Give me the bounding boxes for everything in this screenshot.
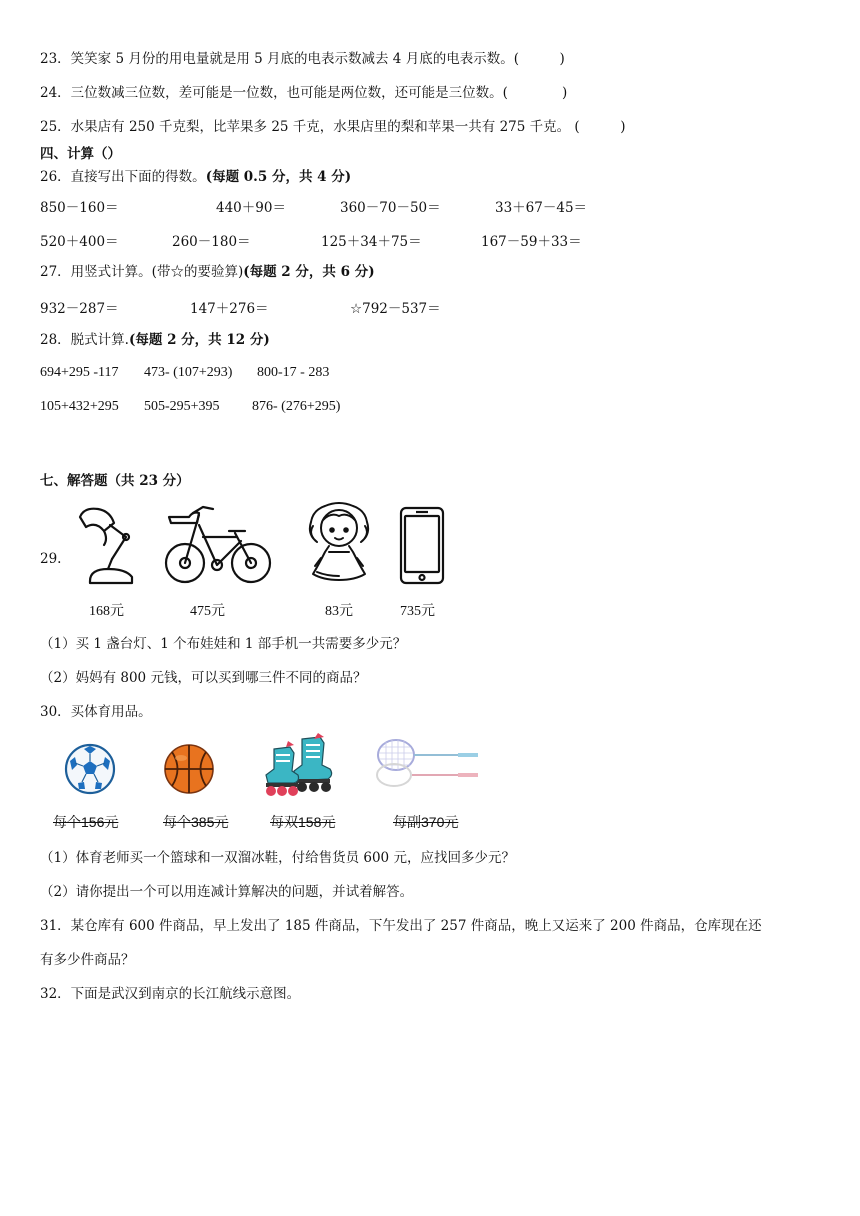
section-heading-calculation: 四、计算（） [40,146,121,162]
q27-item: ☆792－537＝ [350,301,441,317]
question-31-line-2: 有多少件商品？ [40,952,135,968]
q27-item: 147＋276＝ [190,301,269,317]
question-30-part-1: （1）体育老师买一个篮球和一双溜冰鞋，付给售货员 600 元，应找回多少元？ [40,850,515,866]
q28-item: 694+295 -117 [40,365,119,380]
question-26-score: (每题 0.5 分，共 4 分) [205,169,352,185]
question-27 [40,263,375,281]
question-29-number: 29. [40,551,62,567]
q28-item: 105+432+295 [40,399,119,414]
q28-item: 473- (107+293) [144,365,233,380]
question-28-score: (每题 2 分，共 12 分) [128,332,270,348]
desk-lamp-icon [74,505,144,587]
question-32: 32．下面是武汉到南京的长江航线示意图。 [40,986,301,1002]
lamp-price: 168元 [89,604,124,619]
q28-item: 800-17 - 283 [257,365,330,380]
question-29-part-2: （2）妈妈有 800 元钱，可以买到哪三件不同的商品？ [40,670,367,686]
question-28-prompt: 28．脱式计算. [40,332,129,348]
q26-item: 440＋90＝ [216,200,286,216]
basketball-price: 每个385元 [163,814,229,830]
q28-item: 876- (276+295) [252,399,341,414]
doll-price: 83元 [325,604,353,619]
q26-item: 167－59＋33＝ [481,234,582,250]
doll-icon [303,502,375,586]
question-28 [40,331,270,349]
roller-skate-price: 每双158元 [270,814,336,830]
badminton-racket-price: 每副370元 [393,814,459,830]
question-25: 25．水果店有 250 千克梨，比苹果多 25 千克，水果店里的梨和苹果一共有 275 千克。 ( ) [40,119,626,135]
question-26-prompt: 26．直接写出下面的得数。 [40,169,206,185]
question-26 [40,168,351,186]
bicycle-icon [163,503,273,587]
phone-price: 735元 [400,604,435,619]
q26-item: 850－160＝ [40,200,119,216]
question-31-line-1: 31．某仓库有 600 件商品，早上发出了 185 件商品，下午发出了 257 件商品，晚上又运来了 200 件商品，仓库现在还 [40,918,762,934]
question-27-score: (每题 2 分，共 6 分) [243,264,375,280]
q26-item: 125＋34＋75＝ [321,234,422,250]
soccer-ball-icon [64,743,116,795]
badminton-racket-icon [374,737,482,789]
q27-item: 932－287＝ [40,301,119,317]
section-heading-word-problems: 七、解答题（共 23 分） [40,473,190,489]
basketball-icon [163,743,215,795]
question-23: 23．笑笑家 5 月份的用电量就是用 5 月底的电表示数减去 4 月底的电表示数。( ) [40,51,565,67]
question-24: 24．三位数减三位数，差可能是一位数，也可能是两位数，还可能是三位数。( ) [40,85,568,101]
question-29-part-1: （1）买 1 盏台灯、1 个布娃娃和 1 部手机一共需要多少元？ [40,636,407,652]
soccer-ball-price: 每个156元 [53,814,119,830]
question-30-part-2: （2）请你提出一个可以用连减计算解决的问题，并试着解答。 [40,884,414,900]
q26-item: 360－70－50＝ [340,200,441,216]
question-27-prompt: 27．用竖式计算。(带☆的要验算) [40,264,244,280]
q28-item: 505-295+395 [144,399,220,414]
q26-item: 33＋67－45＝ [495,200,588,216]
phone-icon [398,506,446,586]
q26-item: 520＋400＝ [40,234,119,250]
question-30: 30．买体育用品。 [40,704,152,720]
roller-skate-icon [262,735,338,797]
bicycle-price: 475元 [190,604,225,619]
q26-item: 260－180＝ [172,234,251,250]
